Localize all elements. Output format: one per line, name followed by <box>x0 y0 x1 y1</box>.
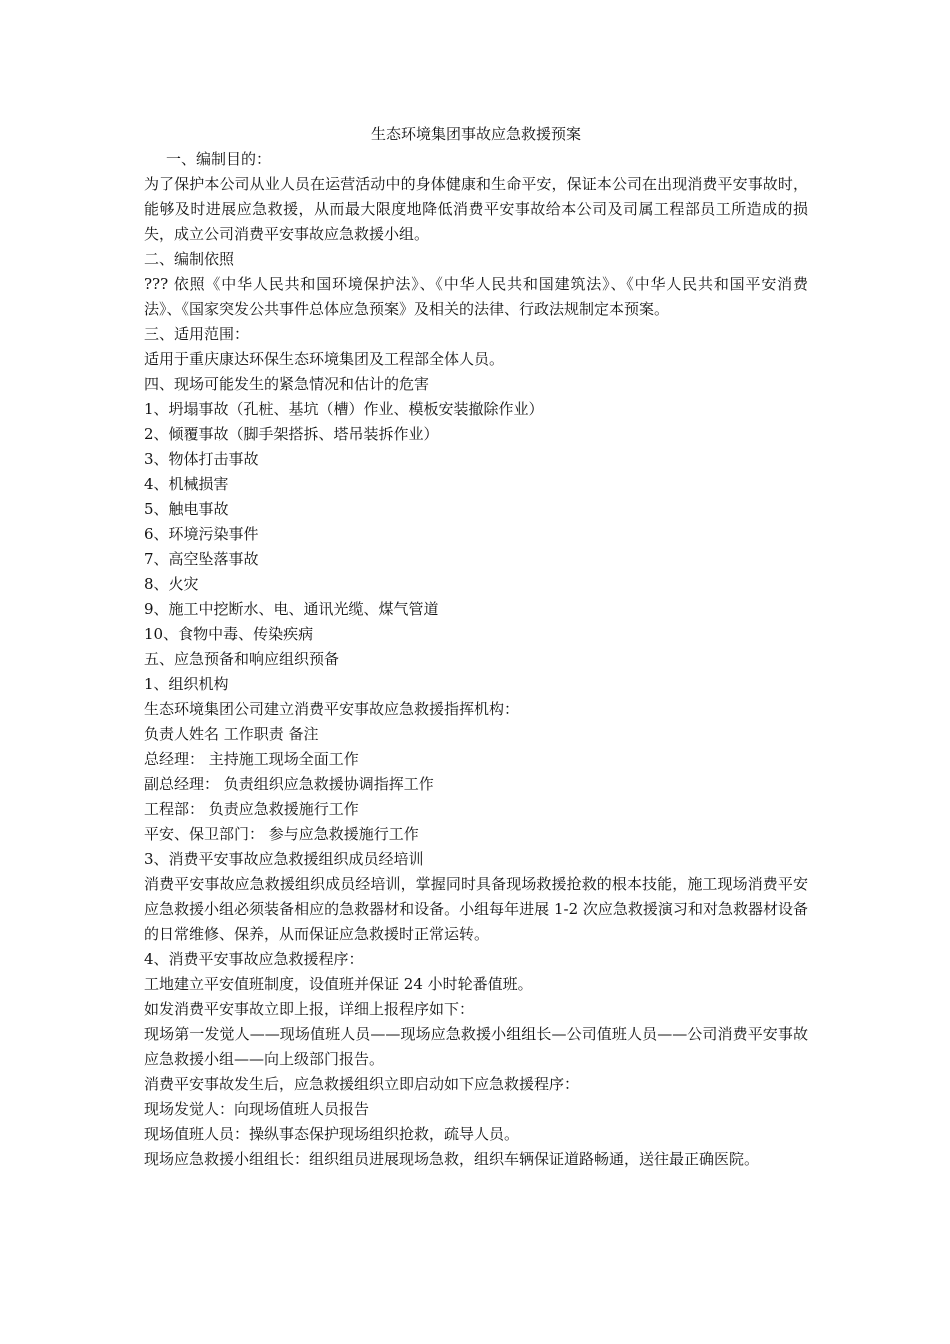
document-title: 生态环境集团事故应急救援预案 <box>370 125 581 143</box>
paragraph: 消费平安事故应急救援组织成员经培训，掌握同时具备现场救援抢救的根本技能，施工现场消费平安应急救援小组必须装备相应的急救器材和设备。小组每年进展 1-2 次应急救援演习和对急救器材设备的日常维修、保养，从而保证应急救援时正常运转。 <box>144 875 808 943</box>
paragraph: 适用于重庆康达环保生态环境集团及工程部全体人员。 <box>144 350 505 368</box>
paragraph: 9、施工中挖断水、电、通讯光缆、煤气管道 <box>144 600 439 618</box>
paragraph: 现场应急救援小组组长：组织组员进展现场急救，组织车辆保证道路畅通，送往最正确医院。 <box>144 1150 760 1168</box>
paragraph: 三、适用范围： <box>144 325 250 343</box>
paragraph: 工程部： 负责应急救援施行工作 <box>144 800 359 818</box>
paragraph: 生态环境集团公司建立消费平安事故应急救援指挥机构： <box>144 700 520 718</box>
paragraph: 为了保护本公司从业人员在运营活动中的身体健康和生命平安，保证本公司在出现消费平安事故时，能够及时进展应急救援，从而最大限度地降低消费平安事故给本公司及司属工程部员工所造成的损失，成立公司消费平安事故应急救援小组。 <box>144 175 808 243</box>
paragraph: 4、机械损害 <box>144 475 229 493</box>
paragraph: 1、组织机构 <box>144 675 229 693</box>
paragraph: 消费平安事故发生后，应急救援组织立即启动如下应急救援程序： <box>144 1075 580 1093</box>
paragraph: 工地建立平安值班制度，设值班并保证 24 小时轮番值班。 <box>144 975 533 993</box>
paragraph: 现场第一发觉人——现场值班人员——现场应急救援小组组长—公司值班人员——公司消费平安事故应急救援小组——向上级部门报告。 <box>144 1025 808 1068</box>
paragraph: 二、编制依照 <box>144 250 235 268</box>
paragraph: 3、消费平安事故应急救援组织成员经培训 <box>144 850 424 868</box>
paragraph: 四、现场可能发生的紧急情况和估计的危害 <box>144 375 430 393</box>
paragraph: 如发消费平安事故立即上报，详细上报程序如下： <box>144 1000 475 1018</box>
paragraph: 副总经理： 负责组织应急救援协调指挥工作 <box>144 775 434 793</box>
paragraph: 10、食物中毒、传染疾病 <box>144 625 314 643</box>
paragraph: 总经理： 主持施工现场全面工作 <box>144 750 359 768</box>
paragraph: ??? 依照《中华人民共和国环境保护法》、《中华人民共和国建筑法》、《中华人民共和国平安消费法》、《国家突发公共事件总体应急预案》及相关的法律、行政法规制定本预案。 <box>144 275 808 318</box>
paragraph: 负责人姓名 工作职责 备注 <box>144 725 319 743</box>
paragraph: 1、坍塌事故（孔桩、基坑（槽）作业、模板安装撤除作业） <box>144 400 544 418</box>
paragraph: 3、物体打击事故 <box>144 450 259 468</box>
paragraph: 平安、保卫部门： 参与应急救援施行工作 <box>144 825 419 843</box>
paragraph: 7、高空坠落事故 <box>144 550 259 568</box>
paragraph: 6、环境污染事件 <box>144 525 259 543</box>
document-body <box>144 147 808 1172</box>
paragraph: 4、消费平安事故应急救援程序： <box>144 950 364 968</box>
paragraph: 现场发觉人：向现场值班人员报告 <box>144 1100 370 1118</box>
paragraph: 现场值班人员：操纵事态保护现场组织抢救，疏导人员。 <box>144 1125 520 1143</box>
paragraph: 一、编制目的： <box>166 150 272 168</box>
paragraph: 五、应急预备和响应组织预备 <box>144 650 340 668</box>
paragraph: 2、倾覆事故（脚手架搭拆、塔吊装拆作业） <box>144 425 439 443</box>
paragraph: 5、触电事故 <box>144 500 229 518</box>
paragraph: 8、火灾 <box>144 575 199 593</box>
document-page <box>144 122 808 1172</box>
